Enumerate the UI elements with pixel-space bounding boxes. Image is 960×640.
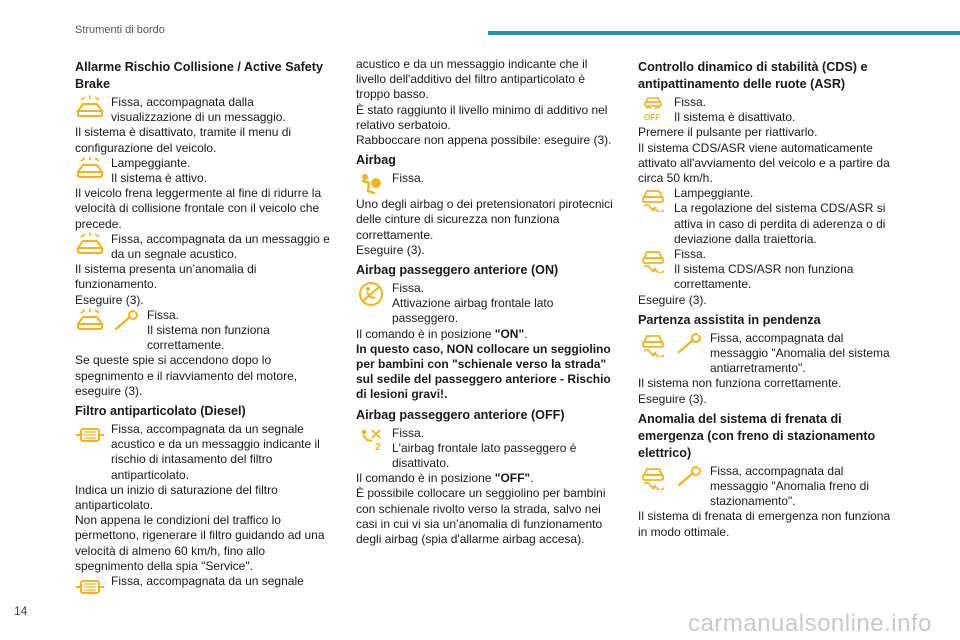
airbag-warning-icon (356, 171, 386, 197)
off-label: OFF (644, 113, 660, 121)
paragraph: È stato raggiunto il livello minimo di additivo nel relativo serbatoio. (356, 102, 608, 132)
paragraph: Il sistema di frenata di emergenza non funziona in modo ottimale. (638, 509, 891, 539)
paragraph: Eseguire (3). (638, 391, 707, 406)
text: . (530, 471, 534, 486)
text: . (524, 326, 528, 341)
emergency-braking-entry (638, 464, 900, 510)
collision-warning-icon (75, 95, 105, 121)
text: Fissa. (392, 171, 425, 186)
text: Il sistema è attivo. (111, 171, 208, 186)
passenger-airbag-off-icon (356, 426, 386, 452)
warning-paragraph: In questo caso, NON collocare un seggiolino per bambini con "schienale verso la strada" sul sedile del passeggero anteriore - Rischio di lesioni gravi!. (356, 341, 611, 402)
paragraph: acustico e da un messaggio indicante che il livello dell'additivo del filtro antiparticolato è troppo basso. (356, 57, 588, 102)
text-bold: "OFF" (494, 471, 531, 486)
paragraph: Il sistema presenta un’anomalia di funzionamento. (75, 262, 257, 292)
stability-control-off-icon (638, 95, 668, 121)
particle-filter-icon (75, 574, 105, 600)
text: Fissa, accompagnata da un segnale acustico e da un messaggio indicante il rischio di intasamento del filtro antiparticolato. (111, 422, 320, 482)
paragraph: Se queste spie si accendono dopo lo spegnimento e il riavviamento del motore, eseguire (3). (75, 353, 298, 398)
wrench-icon (111, 308, 141, 334)
watermark: carmanualsonline.info (688, 610, 932, 637)
paragraph: Il sistema non funziona correttamente. (638, 376, 842, 391)
text-bold: "ON" (494, 326, 525, 341)
text: Fissa. (392, 281, 425, 296)
text: Fissa, accompagnata dal messaggio "Anomalia del sistema antiarretramento". (710, 330, 890, 376)
page-number: 14 (14, 604, 28, 618)
text: Il comando è in posizione (356, 326, 495, 341)
passenger-airbag-on-icon (356, 281, 386, 307)
heading-airbag: Airbag (356, 153, 396, 168)
text: Fissa, accompagnata da un segnale (111, 574, 304, 589)
collision-warning-icon (75, 308, 105, 334)
paragraph: Premere il pulsante per riattivarlo. (638, 125, 818, 140)
paragraph (356, 327, 618, 342)
text: Lampeggiante. (674, 186, 754, 201)
text: Fissa. (674, 247, 707, 262)
airbag-on-entry (356, 281, 618, 327)
column-1 (75, 57, 337, 600)
collision-entry-3 (75, 232, 337, 262)
filter-entry-2 (75, 574, 337, 600)
wrench-icon (674, 464, 704, 490)
text: Il comando è in posizione (356, 471, 495, 486)
stability-control-icon (638, 464, 668, 490)
paragraph: Uno degli airbag o dei pretensionatori pirotecnici delle cinture di sicurezza non funziona correttamente. (356, 197, 613, 242)
text: Fissa, accompagnata dal messaggio "Anomalia freno di stazionamento". (710, 463, 870, 509)
collision-entry-2 (75, 156, 337, 186)
stability-control-icon (638, 247, 668, 273)
paragraph: È possibile collocare un seggiolino per bambini con schienale rivolto verso la strada, salvo nei casi in cui vi sia un’anomalia di funzionamento degli airbag (spia d'allarme airbag accesa). (356, 486, 606, 547)
paragraph: Il sistema è disattivato, tramite il menu di configurazione del veicolo. (75, 125, 292, 155)
text: Fissa, accompagnata da un messaggio e da un segnale acustico. (111, 231, 330, 262)
text: Il sistema CDS/ASR non funziona correttamente. (674, 262, 854, 292)
text: Il sistema è disattivato. (674, 110, 796, 125)
collision-entry-4 (75, 308, 337, 354)
column-2 (356, 57, 618, 547)
section-title: Strumenti di bordo (75, 24, 165, 36)
column-3 (638, 57, 900, 540)
cds-fault-entry (638, 247, 900, 293)
header-accent-bar (488, 31, 960, 35)
paragraph: Il veicolo frena leggermente al fine di ridurre la velocità di collisione frontale con il veicolo che precede. (75, 186, 322, 231)
cds-off-entry (638, 95, 900, 125)
heading-particle-filter: Filtro antiparticolato (Diesel) (75, 404, 246, 419)
airbag-entry (356, 171, 618, 197)
stability-control-icon (638, 186, 668, 212)
hill-start-entry (638, 331, 900, 377)
wrench-icon (674, 331, 704, 357)
paragraph: Rabboccare non appena possibile: eseguire (3). (356, 133, 612, 148)
paragraph: Eseguire (3). (356, 242, 425, 257)
heading-hill-start: Partenza assistita in pendenza (638, 312, 821, 327)
stability-control-icon (638, 331, 668, 357)
text: Fissa. (674, 95, 707, 109)
paragraph: Eseguire (3). (638, 292, 707, 307)
paragraph (356, 471, 618, 486)
paragraph: Indica un inizio di saturazione del filtro antiparticolato. (75, 482, 278, 513)
paragraph: Il sistema CDS/ASR viene automaticamente attivato all'avviamento del veicolo e a partire da circa 50 km/h. (638, 140, 890, 186)
text: Lampeggiante. (111, 155, 191, 170)
particle-filter-icon (75, 422, 105, 448)
cds-flash-entry (638, 186, 900, 247)
heading-airbag-on: Airbag passeggero anteriore (ON) (356, 263, 559, 278)
heading-stability-control: Controllo dinamico di stabilità (CDS) e antipattinamento delle ruote (ASR) (638, 60, 868, 91)
collision-warning-icon (75, 156, 105, 182)
paragraph: Non appena le condizioni del traffico lo permettono, rigenerare il filtro guidando ad una velocità di almeno 60 km/h, fino allo spegnimento della spia "Service". (75, 513, 325, 573)
collision-warning-icon (75, 232, 105, 258)
heading-airbag-off: Airbag passeggero anteriore (OFF) (356, 407, 565, 422)
text: Fissa. (392, 425, 425, 440)
text: Attivazione airbag frontale lato passeggero. (392, 296, 554, 326)
heading-emergency-braking: Anomalia del sistema di frenata di emergenza (con freno di stazionamento elettrico) (638, 411, 876, 460)
collision-entry-1 (75, 95, 337, 125)
heading-collision-alert: Allarme Rischio Collisione / Active Safety Brake (75, 60, 323, 91)
text: Fissa, accompagnata dalla visualizzazione di un messaggio. (111, 95, 286, 125)
paragraph: Eseguire (3). (75, 292, 144, 307)
text: La regolazione del sistema CDS/ASR si attiva in caso di perdita di aderenza o di deviazione dalla traiettoria. (674, 201, 886, 246)
text: L'airbag frontale lato passeggero è disattivato. (392, 440, 577, 471)
filter-entry-1 (75, 422, 337, 483)
airbag-off-entry (356, 426, 618, 472)
text: Il sistema non funziona correttamente. (147, 323, 270, 353)
text: Fissa. (147, 307, 180, 322)
